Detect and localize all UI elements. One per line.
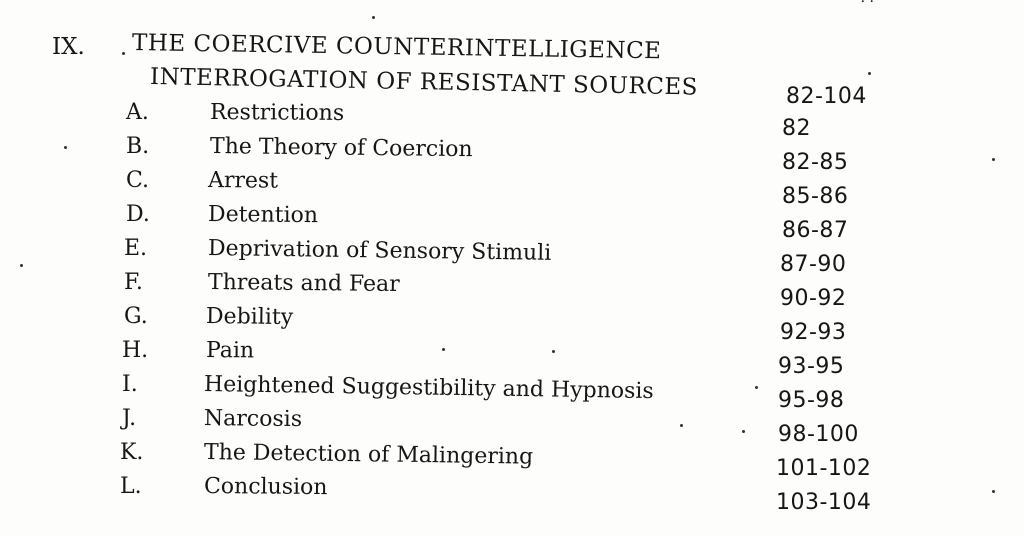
entry-title: Threats and Fear bbox=[207, 270, 400, 298]
entry-title: Arrest bbox=[207, 168, 279, 194]
section-title-line-2: INTERROGATION OF RESISTANT SOURCES bbox=[149, 64, 699, 101]
entry-letter: A. bbox=[126, 100, 149, 125]
entry-pages: 87-90 bbox=[780, 252, 847, 277]
entry-letter: C. bbox=[126, 168, 150, 193]
scan-speck bbox=[755, 386, 758, 389]
entry-title: The Theory of Coercion bbox=[209, 134, 473, 163]
entry-title: Pain bbox=[205, 338, 255, 364]
scan-speck bbox=[992, 158, 995, 161]
entry-title: Restrictions bbox=[209, 100, 345, 126]
entry-letter: L. bbox=[120, 474, 142, 499]
entry-letter: B. bbox=[126, 134, 150, 159]
entry-letter: K. bbox=[120, 440, 144, 465]
scan-speck bbox=[64, 146, 67, 149]
entry-letter: J. bbox=[122, 406, 137, 431]
scan-speck bbox=[122, 52, 125, 55]
entry-pages: 82-85 bbox=[782, 150, 849, 175]
entry-pages: 85-86 bbox=[782, 184, 849, 209]
scan-speck bbox=[680, 424, 683, 427]
entry-letter: I. bbox=[122, 372, 138, 397]
scan-speck bbox=[442, 348, 445, 351]
entry-pages: 93-95 bbox=[778, 354, 845, 379]
entry-title: Debility bbox=[205, 304, 294, 331]
entry-letter: H. bbox=[122, 338, 149, 363]
entry-pages: 101-102 bbox=[776, 456, 872, 481]
cropped-top-mark: · · bbox=[860, 0, 874, 10]
entry-letter: G. bbox=[124, 304, 148, 329]
entry-letter: F. bbox=[124, 270, 143, 295]
scan-speck bbox=[20, 264, 23, 267]
entry-pages: 103-104 bbox=[776, 490, 872, 515]
entry-title: Heightened Suggestibility and Hypnosis bbox=[203, 372, 654, 405]
scan-speck bbox=[992, 490, 995, 493]
entry-pages: 98-100 bbox=[778, 422, 859, 447]
scan-speck bbox=[742, 430, 745, 433]
section-title-line-1: THE COERCIVE COUNTERINTELLIGENCE bbox=[131, 30, 662, 65]
section-pages: 82-104 bbox=[786, 84, 867, 109]
entry-letter: E. bbox=[124, 236, 148, 261]
entry-title: Conclusion bbox=[203, 474, 328, 501]
scan-speck bbox=[868, 72, 871, 75]
scan-speck bbox=[372, 16, 375, 19]
entry-title: Detention bbox=[207, 202, 319, 229]
entry-title: The Detection of Malingering bbox=[203, 440, 534, 470]
entry-pages: 92-93 bbox=[780, 320, 847, 345]
entry-pages: 86-87 bbox=[782, 218, 849, 243]
entry-pages: 82 bbox=[782, 116, 811, 141]
section-numeral: IX. bbox=[52, 34, 85, 60]
entry-title: Narcosis bbox=[203, 406, 303, 433]
entry-title: Deprivation of Sensory Stimuli bbox=[207, 236, 552, 266]
scan-speck bbox=[552, 350, 555, 353]
entry-pages: 90-92 bbox=[780, 286, 847, 311]
entry-letter: D. bbox=[126, 202, 150, 227]
entry-pages: 95-98 bbox=[778, 388, 845, 413]
